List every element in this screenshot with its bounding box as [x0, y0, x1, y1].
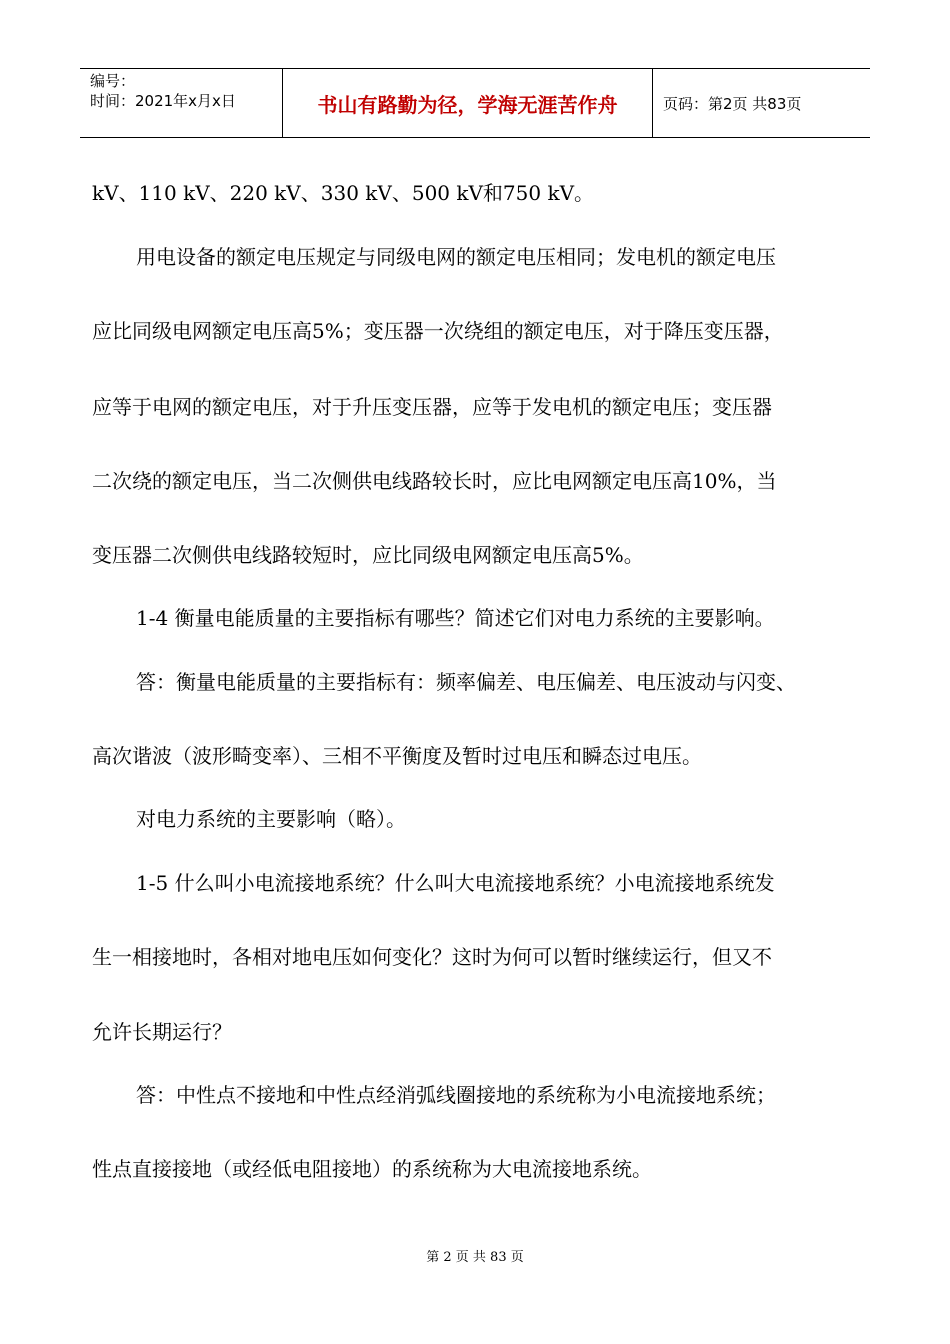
- text-line: 1-5 什么叫小电流接地系统？什么叫大电流接地系统？小电流接地系统发: [136, 871, 775, 895]
- text-line: 应比同级电网额定电压高5%；变压器一次绕组的额定电压，对于降压变压器，: [92, 319, 784, 343]
- text-line: 允许长期运行？: [92, 1020, 232, 1044]
- document-time: 时间：2021年x月x日: [90, 92, 236, 110]
- text-line: 高次谐波（波形畸变率）、三相不平衡度及暂时过电压和瞬态过电压。: [92, 744, 702, 768]
- text-line: 性点直接接地（或经低电阻接地）的系统称为大电流接地系统。: [92, 1157, 652, 1181]
- text-line: 答：衡量电能质量的主要指标有：频率偏差、电压偏差、电压波动与闪变、: [136, 670, 796, 694]
- text-line: 答：中性点不接地和中性点经消弧线圈接地的系统称为小电流接地系统；: [136, 1083, 776, 1107]
- text-line: kV、110 kV、220 kV、330 kV、500 kV和750 kV。: [92, 181, 595, 205]
- page-header: [80, 68, 870, 138]
- text-line: 1-4 衡量电能质量的主要指标有哪些？简述它们对电力系统的主要影响。: [136, 606, 775, 630]
- text-line: 用电设备的额定电压规定与同级电网的额定电压相同；发电机的额定电压: [136, 245, 776, 269]
- page-footer: 第 2 页 共 83 页: [426, 1250, 524, 1265]
- document-number-label: 编号：: [90, 72, 136, 90]
- text-line: 应等于电网的额定电压，对于升压变压器，应等于发电机的额定电压；变压器: [92, 395, 772, 419]
- text-line: 变压器二次侧供电线路较短时，应比同级电网额定电压高5%。: [92, 543, 644, 567]
- text-line: 生一相接地时，各相对地电压如何变化？这时为何可以暂时继续运行，但又不: [92, 945, 772, 969]
- header-meta: [80, 69, 283, 137]
- text-line: 对电力系统的主要影响（略）。: [136, 807, 406, 831]
- header-motto: 书山有路勤为径，学海无涯苦作舟: [283, 69, 653, 137]
- text-line: 二次绕的额定电压，当二次侧供电线路较长时，应比电网额定电压高10%，当: [92, 469, 777, 493]
- header-page-info: 页码：第2页 共83页: [663, 94, 802, 113]
